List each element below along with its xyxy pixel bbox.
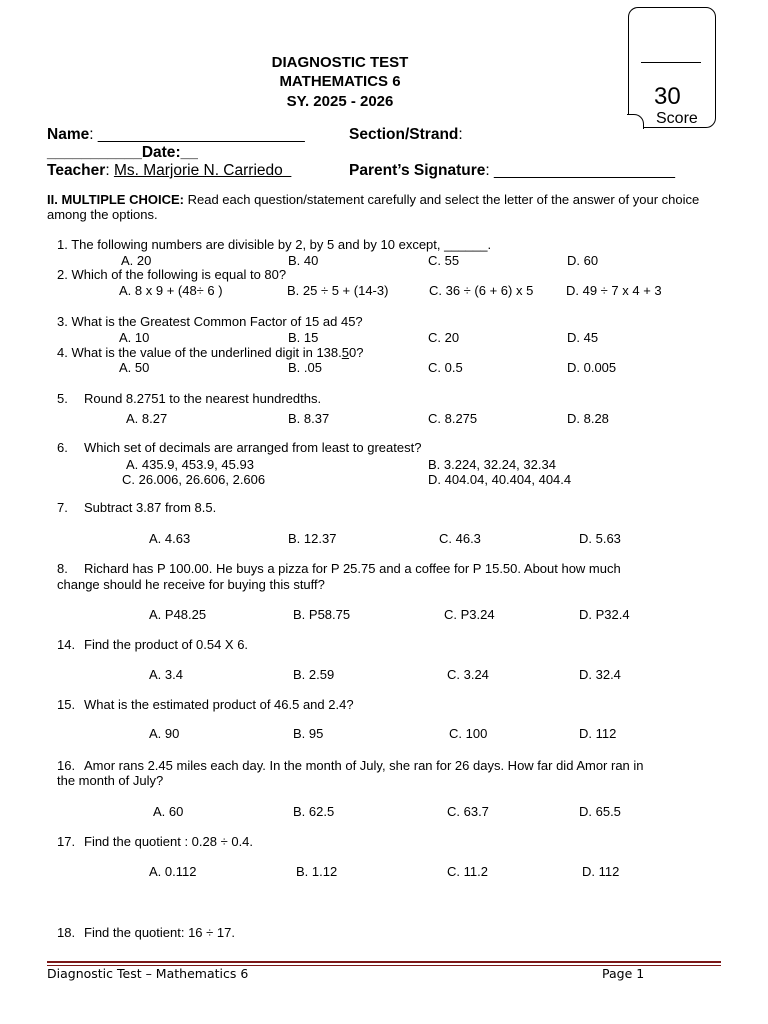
name-blank: : ________________________ [89,126,305,143]
question-number: 8. [57,561,68,576]
question-text-end: 0? [349,345,364,360]
question-text: The following numbers are divisible by 2, by 5 and by 10 except, ______. [71,237,492,252]
option-d[interactable]: D. 60 [567,253,599,268]
teacher-name: Ms. Marjorie N. Carriedo [113,162,292,179]
question-number: 6. [57,440,68,455]
question-14 [57,637,248,652]
question-text: Richard has P 100.00. He buys a pizza for P 25.75 and a coffee for P 15.50. About how much [84,561,621,576]
question-number: 15. [57,697,76,712]
question-number: 14. [57,637,76,652]
option-a[interactable]: A. 20 [121,253,152,268]
option-c[interactable]: C. 20 [428,330,460,345]
option-d[interactable]: D. 112 [579,726,617,741]
question-17 [57,834,253,849]
question-number: 4. [57,345,68,360]
question-3 [57,314,363,329]
option-c[interactable]: C. 0.5 [428,360,463,375]
question-number: 7. [57,500,68,515]
section-label: Section/Strand [349,126,459,143]
option-c[interactable]: C. 26.006, 26.606, 2.606 [122,472,266,487]
option-a[interactable]: A. 8 x 9 + (48÷ 6 ) [119,283,223,298]
parent-signature-label: Parent’s Signature [349,162,486,179]
instructions [47,192,727,222]
option-d[interactable]: D. 0.005 [567,360,617,375]
option-c[interactable]: C. 46.3 [439,531,481,546]
teacher-field [47,162,291,180]
option-b[interactable]: B. 25 ÷ 5 + (14-3) [287,283,389,298]
underlined-digit: 5 [341,345,349,360]
parent-signature-field[interactable] [349,162,675,180]
question-5 [57,391,321,406]
option-c[interactable]: C. P3.24 [444,607,495,622]
score-blank[interactable] [641,62,701,63]
subject-title: MATHEMATICS 6 [279,73,401,90]
option-b[interactable]: B. 2.59 [293,667,335,682]
option-a[interactable]: A. 4.63 [149,531,191,546]
option-b[interactable]: B. 62.5 [293,804,335,819]
question-16-continued: the month of July? [57,773,164,788]
question-15 [57,697,354,712]
question-text: Round 8.2751 to the nearest hundredths. [84,391,322,406]
footer-title: Diagnostic Test – Mathematics 6 [47,966,249,981]
option-a[interactable]: A. 8.27 [126,411,168,426]
name-label: Name [47,126,90,143]
test-title: DIAGNOSTIC TEST [271,54,409,71]
question-8 [57,561,621,576]
option-b[interactable]: B. .05 [288,360,322,375]
question-text: Find the quotient : 0.28 ÷ 0.4. [84,834,254,849]
option-d[interactable]: D. 8.28 [567,411,609,426]
option-c[interactable]: C. 11.2 [447,864,488,879]
date-label: Date [141,144,176,161]
option-b[interactable]: B. 8.37 [288,411,330,426]
option-c[interactable]: C. 100 [449,726,488,741]
option-c[interactable]: C. 63.7 [447,804,489,819]
option-b[interactable]: B. 1.12 [296,864,338,879]
question-number: 3. [57,314,68,329]
option-c[interactable]: C. 8.275 [428,411,478,426]
option-a[interactable]: A. P48.25 [149,607,207,622]
question-text: Subtract 3.87 from 8.5. [84,500,217,515]
question-18 [57,925,235,940]
question-6 [57,440,421,455]
option-d[interactable]: D. 112 [582,864,620,879]
option-d[interactable]: D. 32.4 [579,667,621,682]
score-label: Score [656,110,698,127]
question-number: 2. [57,267,68,282]
score-total: 30 [654,83,681,110]
question-text: What is the estimated product of 46.5 and 2.4? [84,697,354,712]
option-b[interactable]: B. 15 [288,330,319,345]
teacher-label: Teacher [47,162,106,179]
option-d[interactable]: D. 49 ÷ 7 x 4 + 3 [566,283,662,298]
option-a[interactable]: A. 435.9, 453.9, 45.93 [126,457,254,472]
date-suffix: :__ [175,144,198,161]
question-8-continued: change should he receive for buying this stuff? [57,577,325,592]
page-number: Page 1 [602,966,645,981]
question-text: Find the quotient: 16 ÷ 17. [84,925,235,940]
section-field[interactable] [349,126,463,144]
option-a[interactable]: A. 10 [119,330,150,345]
option-a[interactable]: A. 3.4 [149,667,183,682]
question-1 [57,237,491,252]
teacher-colon: : [105,162,114,179]
question-number: 16. [57,758,76,773]
question-4 [57,345,363,360]
question-text: Which set of decimals are arranged from least to greatest? [84,440,422,455]
question-16 [57,758,644,773]
question-number: 17. [57,834,76,849]
option-b[interactable]: B. 12.37 [288,531,337,546]
instructions-heading: II. MULTIPLE CHOICE: [47,192,184,207]
option-a[interactable]: A. 0.112 [149,864,197,879]
option-c[interactable]: C. 36 ÷ (6 + 6) x 5 [429,283,534,298]
option-d[interactable]: D. 404.04, 40.404, 404.4 [428,472,572,487]
option-d[interactable]: D. 5.63 [579,531,621,546]
option-a[interactable]: A. 50 [119,360,150,375]
footer-rule [47,961,721,963]
question-7 [57,500,216,515]
option-b[interactable]: B. 3.224, 32.24, 32.34 [428,457,556,472]
question-text: Find the product of 0.54 X 6. [84,637,249,652]
question-2 [57,267,286,282]
option-b[interactable]: B. 40 [288,253,319,268]
question-number: 5. [57,391,68,406]
question-text: What is the value of the underlined digit in 138. [71,345,342,360]
option-c[interactable]: C. 55 [428,253,460,268]
question-text: Which of the following is equal to 80? [71,267,287,282]
section-colon: : [458,126,463,143]
option-c[interactable]: C. 3.24 [447,667,489,682]
option-d[interactable]: D. 65.5 [579,804,621,819]
question-number: 1. [57,237,68,252]
option-d[interactable]: D. P32.4 [579,607,630,622]
parent-signature-blank: : _____________________ [485,162,676,179]
question-number: 18. [57,925,76,940]
option-a[interactable]: A. 90 [149,726,180,741]
question-text: Amor rans 2.45 miles each day. In the month of July, she ran for 26 days. How far did Amor ran in [84,758,644,773]
option-b[interactable]: B. P58.75 [293,607,351,622]
instructions-text: Read each question/statement carefully and select the letter of the answer of your choice among the options. [47,192,700,222]
name-field[interactable] [47,126,305,144]
school-year: SY. 2025 - 2026 [286,93,394,110]
date-field[interactable] [47,144,198,162]
option-d[interactable]: D. 45 [567,330,599,345]
question-text: What is the Greatest Common Factor of 15 ad 45? [71,314,363,329]
option-a[interactable]: A. 60 [153,804,184,819]
date-blank: ___________ [47,144,142,161]
option-b[interactable]: B. 95 [293,726,324,741]
